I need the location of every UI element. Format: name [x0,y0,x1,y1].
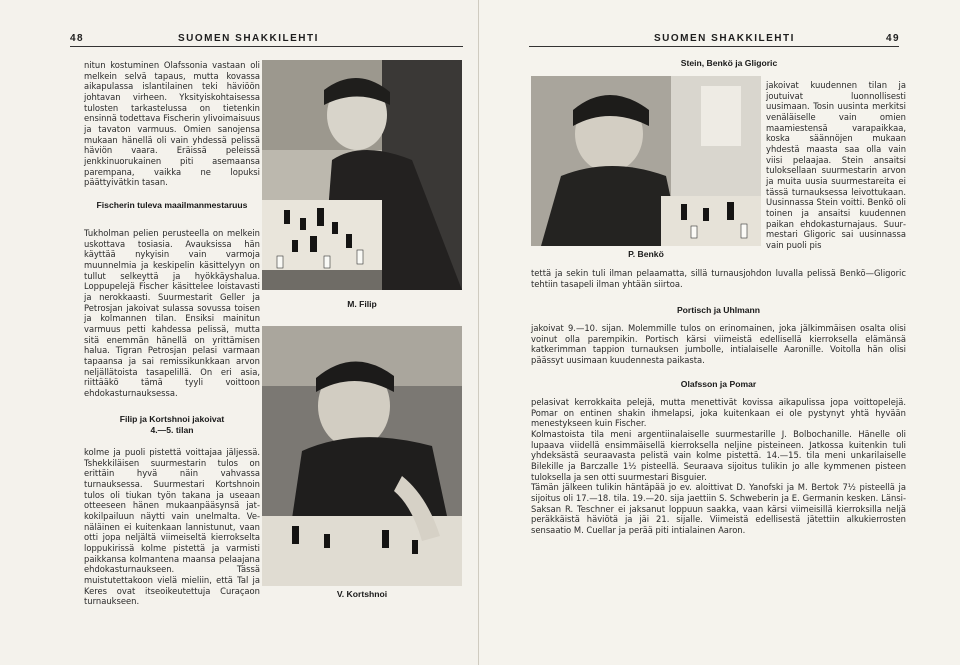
heading-filip-line1: Filip ja Kortshnoi jakoivat [119,414,225,424]
header-rule-left [70,46,463,47]
page-number-right: 49 [886,33,901,44]
section3-para-c: Tämän jälkeen tulikin häntäpää jo ev. aloittivat D. Yanofski ja M. Bertok 7½ pisteellä ja sijoitus oli 17.—18. tila. 19.—20. sija jaettiin S. Schweberin ja E. Germanin kesken. Länsi-Saksan R. Teschner ei jaksanut loppuun saakka, vaan kärsi viimeisillä kierroksilla neljä peräkkäistä häviötä ja jäi 21. sijalle. Viimeistä edellisestä jätettiin alkukierrosten sensaatio M. Cuellar ja perää piti intialainen Aaron. [531,482,906,535]
heading-stein-benko-gligoric: Stein, Benkö ja Gligoric [680,58,778,68]
header-rule-right [529,46,899,47]
running-head-left: SUOMEN SHAKKILEHTI [178,33,319,44]
running-head-right: SUOMEN SHAKKILEHTI [654,33,795,44]
caption-filip: M. Filip [347,299,377,309]
left-col-middle: Tukholman pelien perusteella on melkein uskottava tosiasia. Avauksissa hän käyttää nykyisin vain varmoja muunnelmia ja keskipelin käsittelyyn on tullut selkeyttä ja hyökkäyshalua. Loppupelejä Fischer käsittelee loistavasti ja nerokkaasti. Suurmestarit Geller ja Petrosjan jakoivat sulassa sovussa toisen ja kolmannen tilan. Ensiksi mainitun varmuus petti kahdessa pelissä, mutta sitä enemmän hänellä on yrittämisen halua. Tigran Petrosjan pelasi varmaan tapaansa ja sai remissikunkkaan arvon neljällätoista tasapelillä. On eri asia, riittääkö tämä tyyli voittoon ehdokasturnauksessa. [84,228,260,398]
heading-fischer: Fischerin tuleva maailmanmestaruus [96,200,248,210]
left-col-end: kolme ja puoli pistettä voittajaa jäljessä. Tshekkiläisen suurmestarin tulos on erittäin hyvä näin vahvassa turnauksessa. Suurmestari Kortshnoin tulos oli tiukan työn takana ja useaan otteeseen hänen mukaanpääsynsä jatkokilpailuun näytti vain unelmalta. Venäläinen ei kuitenkaan lannistunut, vaan otti jopa neljältä viimeiseltä kierrokselta loppukirissä kolme pistettä ja varmisti paikkansa kolmantena maansa pelaajana ehdokasturnaukseen. Tässä muistutettakoon vielä mieliin, että Tal ja Keres ovat itseoikeutettuja Curaçaon turnaukseen. [84,447,260,607]
photo-benko-image [531,76,761,246]
left-page [0,0,479,665]
caption-kortshnoi: V. Kortshnoi [336,589,388,599]
heading-olafsson-pomar: Olafsson ja Pomar [680,379,757,389]
section2-text: jakoivat 9.—10. sijan. Molemmille tulos on erinomainen, joka jälkimmäisen osalta olisi voinut olla parempikin. Portisch kärsi viimeistä edellisellä kierroksella elämänsä katkerimman tappion turnauksen jumbolle, intialaiselle Aaronille. Voitolla hän olisi päässyt uusimaan kuudennesta paikasta. [531,323,906,365]
photo-kortshnoi-image [262,326,462,586]
right-page [479,0,960,665]
section3-text [531,397,906,536]
section1-end: tettä ja sekin tuli ilman pelaamatta, sillä turnausjohdon luvalla pelissä Benkö—Gligoric tehtiin tasapeli ilman yhtään siirtoa. [531,268,906,289]
heading-portisch-uhlmann: Portisch ja Uhlmann [676,305,761,315]
heading-filip-line2: 4.—5. tilan [150,425,194,435]
right-col-wrap: jakoivat kuudennen tilan ja joutuivat luonnollisesti uusimaan. Tosin uusinta merkitsi venäläiselle vain omien maamiestensä varapaikkaa, koska säännöjen mukaan yhdestä maasta saa olla vain viisi pelaajaa. Stein ansaitsi tuloksellaan suurmestarin arvon ja muita uusia suurmestareita ei tässä turnauksessa leivottukaan. Uusinnassa Stein voitti. Benkö oli toinen ja ansaitsi kuudennen paikan ehdokasturnajaus. Suurmestari Gligoric sai uusinnassa vain puoli pis [766,80,906,250]
caption-benko: P. Benkö [628,249,664,259]
photo-filip [262,60,462,290]
section3-para-b: Kolmastoista tila meni argentiinalaiselle suurmestarille J. Bolbochanille. Hänelle oli lupaava viidellä ensimmäisellä kierroksella neljine pisteineen. Jatkossa kuitenkin tuli yhdeksästä seuraavasta pelistä vain kolme pistettä. 14.—15. tila meni unkarilaiselle Bilekille ja Barczalle 1½ pisteellä. Seuraava sijoitus tulikin jo alle kymmenen pisteen tuloksella ja sen otti suurmestari Bisguier. [531,428,906,482]
page-number-left: 48 [70,33,85,44]
photo-benko [531,76,761,246]
left-col-intro: nitun kostuminen Olafssonia vastaan oli melkein selvä tapaus, mutta kovassa aikapulassa islantilainen teki häviöön johtavan virheen. Yksityiskohtaisessa tulosten tarkastelussa on tietenkin ensinnä todettava Fischerin ylivoimaisuus ja tavaton varmuus. Omien sanojensa mukaan hänellä oli vain yhdessä pelissä häviön vaara. Eräissä peleissä jenkkinuorukainen piti asemaansa parempana, vaikka ne lopuksi päättyivätkin tasan. [84,60,260,188]
heading-filip-kortshnoi [84,414,260,436]
section3-para-a: pelasivat kerrokkaita pelejä, mutta menettivät kovissa aikapulissa jopa voittopelejä. Pomar on entinen shakin ihmelapsi, joka kuitenkaan ei ole pystynyt yhtä hyvään menestykseen kuin Fischer. [531,397,906,429]
photo-kortshnoi [262,326,462,586]
photo-filip-image [262,60,462,290]
